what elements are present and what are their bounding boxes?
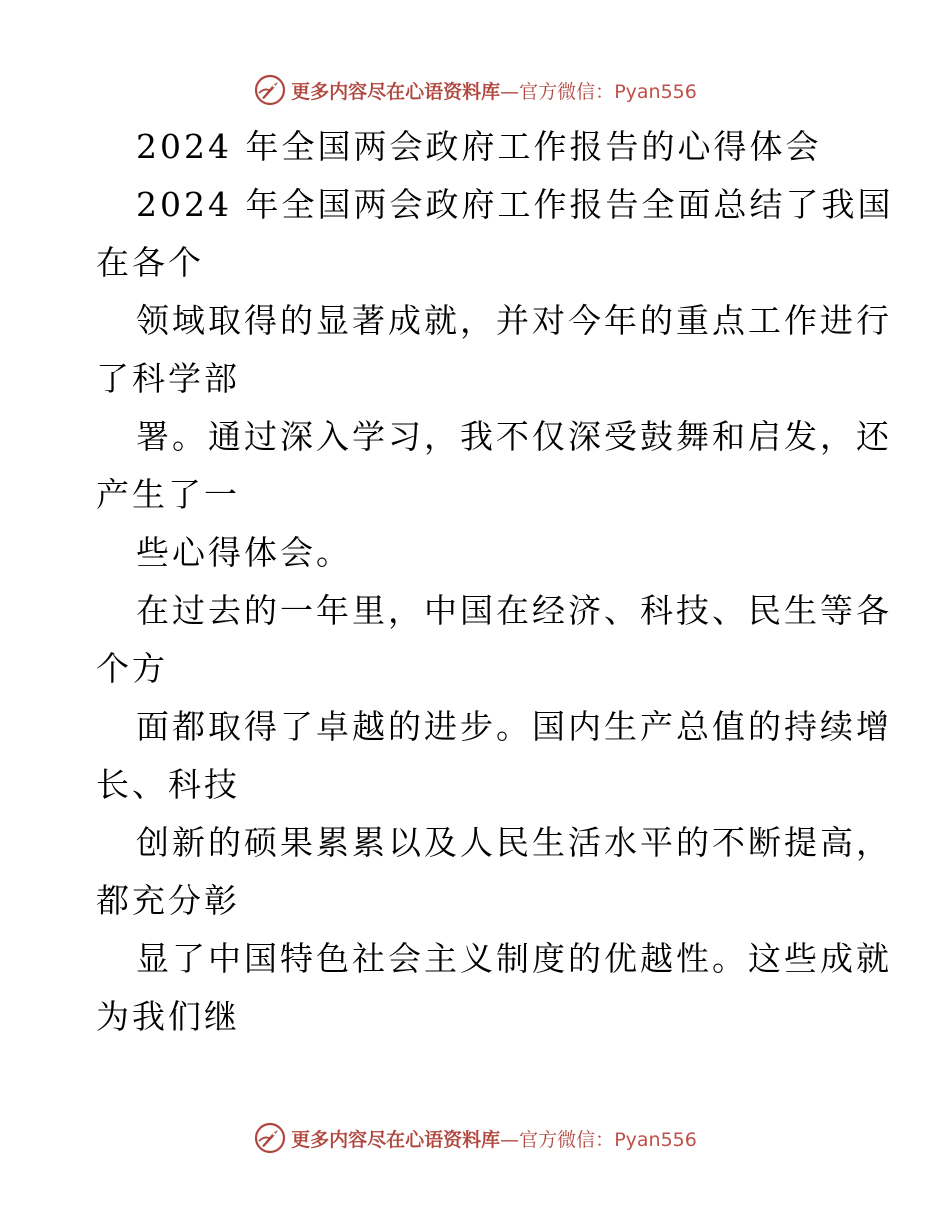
footer-banner	[0, 1116, 950, 1160]
pen-nib-icon	[253, 73, 287, 107]
document-body	[96, 118, 894, 1046]
banner-dash: —	[500, 1128, 520, 1151]
document-title: 2024 年全国两会政府工作报告的心得体会	[136, 127, 822, 166]
paragraph-line: 些心得体会。	[136, 533, 352, 572]
banner-dash: —	[500, 80, 520, 103]
paragraph-line: 产生了一	[96, 475, 240, 514]
paragraph-line: 了科学部	[96, 359, 240, 398]
paragraph-line: 领域取得的显著成就，并对今年的重点工作进行	[136, 301, 892, 340]
banner-wechat-id: Pyan556	[614, 1128, 697, 1151]
banner-main-text: 更多内容尽在心语资料库	[291, 1128, 501, 1151]
paragraph-line: 面都取得了卓越的进步。国内生产总值的持续增	[136, 707, 892, 746]
banner-wechat-label: 官方微信：	[519, 1128, 615, 1151]
paragraph-line: 署。通过深入学习，我不仅深受鼓舞和启发，还	[136, 417, 892, 456]
paragraph-line: 都充分彰	[96, 881, 240, 920]
paragraph-lines	[96, 176, 894, 1046]
paragraph-line: 长、科技	[96, 765, 240, 804]
banner-text	[291, 77, 697, 104]
header-banner	[0, 68, 950, 112]
banner-wechat-label: 官方微信：	[519, 80, 615, 103]
paragraph-line: 在过去的一年里，中国在经济、科技、民生等各	[136, 591, 892, 630]
paragraph-line: 创新的硕果累累以及人民生活水平的不断提高，	[136, 823, 892, 862]
paragraph-line: 为我们继	[96, 997, 240, 1036]
paragraph-line: 2024 年全国两会政府工作报告全面总结了我国	[136, 185, 894, 224]
banner-text	[291, 1125, 697, 1152]
paragraph-line: 在各个	[96, 243, 204, 282]
banner-main-text: 更多内容尽在心语资料库	[291, 80, 501, 103]
pen-nib-icon	[253, 1121, 287, 1155]
banner-wechat-id: Pyan556	[614, 80, 697, 103]
paragraph-line: 个方	[96, 649, 168, 688]
paragraph-line: 显了中国特色社会主义制度的优越性。这些成就	[136, 939, 892, 978]
